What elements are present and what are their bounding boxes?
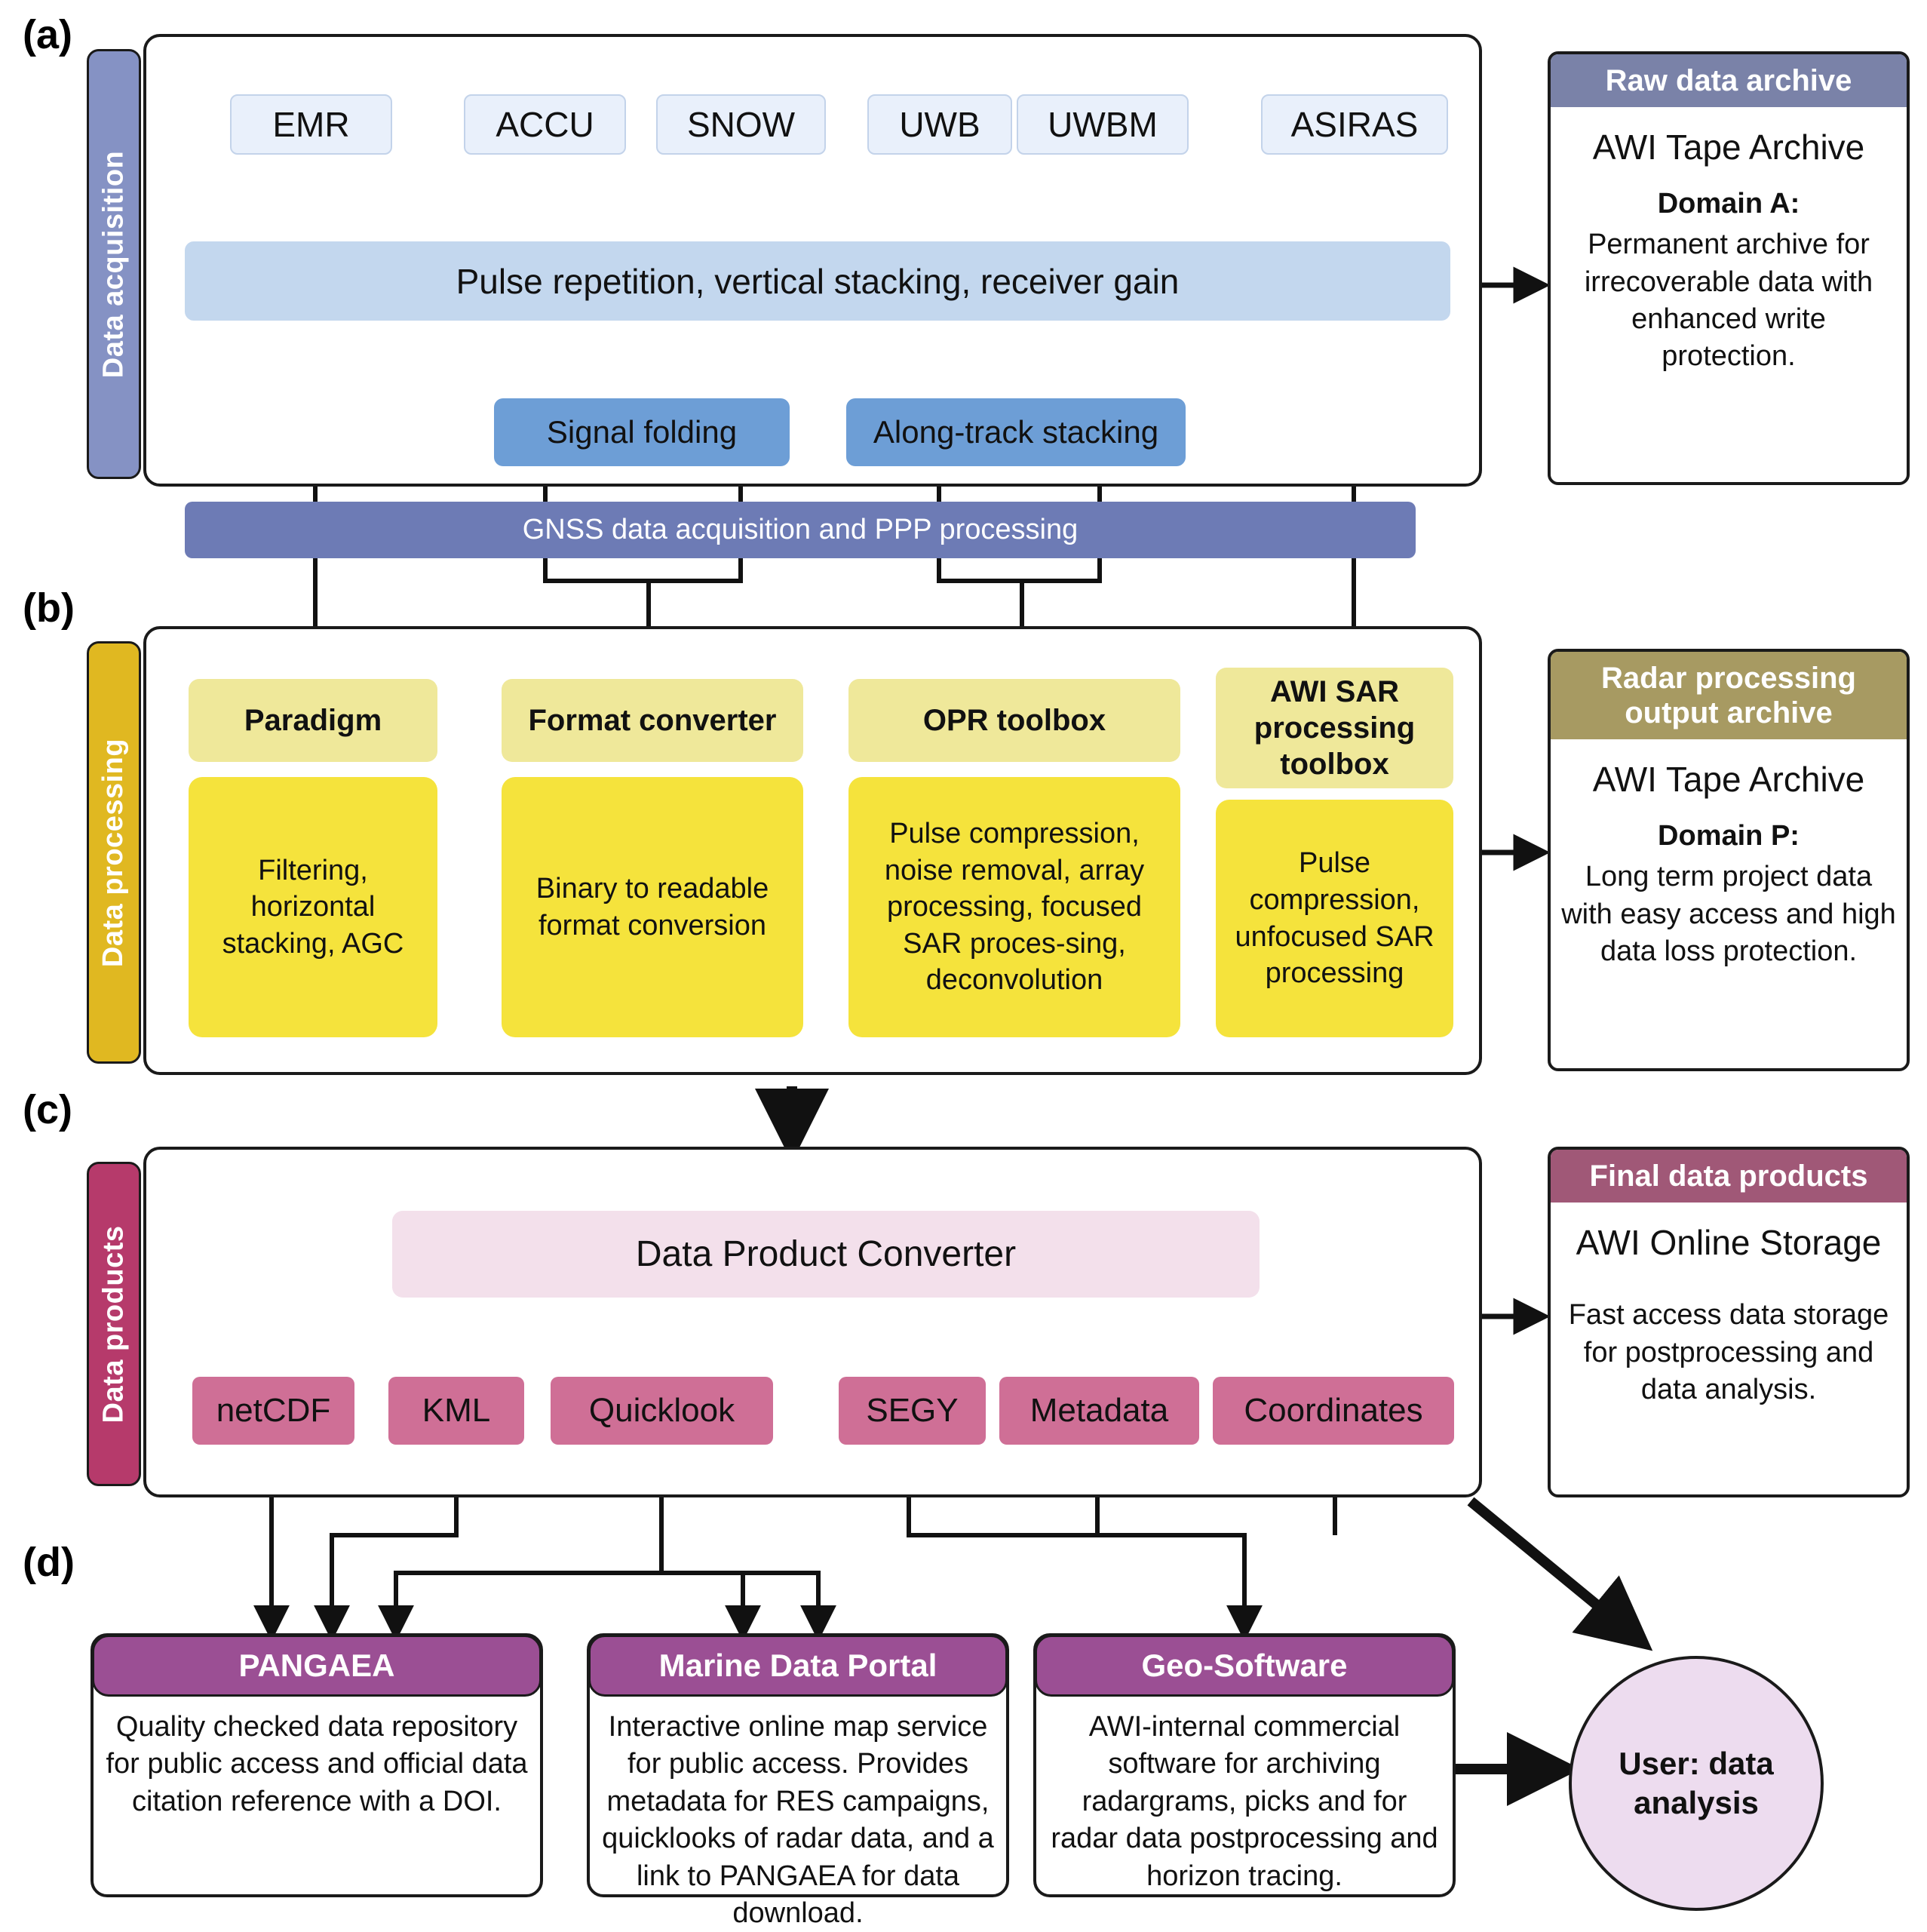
products-panel (143, 1147, 1482, 1497)
tool-body-paradigm: Filtering, horizontal stacking, AGC (189, 777, 437, 1037)
archive-header-final: Final data products (1551, 1150, 1907, 1203)
sensor-chip-accu[interactable]: ACCU (464, 94, 626, 155)
archive-text-processing: Long term project data with easy access and high data loss protection. (1561, 861, 1896, 967)
sidebar-item-label: Data processing (97, 738, 130, 967)
sensor-chip-asiras[interactable]: ASIRAS (1261, 94, 1448, 155)
archive-title-raw: AWI Tape Archive (1592, 127, 1865, 167)
product-chip-coordinates[interactable]: Coordinates (1213, 1377, 1454, 1445)
tool-body-format-converter: Binary to readable format conversion (502, 777, 803, 1037)
archive-subtitle-raw: Domain A: (1657, 188, 1800, 220)
archive-text-final: Fast access data storage for postprocessing and data analysis. (1568, 1299, 1889, 1405)
archive-header-processing: Radar processing output archive (1551, 652, 1907, 739)
step-signal-folding[interactable]: Signal folding (494, 398, 790, 466)
sidebar-item-data-processing[interactable] (87, 641, 141, 1064)
panel-label-c: (c) (23, 1087, 72, 1132)
gnss-bar: GNSS data acquisition and PPP processing (185, 502, 1416, 558)
tool-head-opr-toolbox[interactable]: OPR toolbox (848, 679, 1180, 762)
destination-header-pangaea[interactable]: PANGAEA (92, 1635, 542, 1697)
acquisition-band: Pulse repetition, vertical stacking, receiver gain (185, 241, 1450, 321)
tool-body-opr-toolbox: Pulse compression, noise removal, array processing, focused SAR proces-sing, deconvolution (848, 777, 1180, 1037)
sensor-chip-emr[interactable]: EMR (230, 94, 392, 155)
destination-card-marine-data-portal (587, 1633, 1009, 1929)
sensor-chip-uwbm[interactable]: UWBM (1017, 94, 1189, 155)
tool-head-paradigm[interactable]: Paradigm (189, 679, 437, 762)
archive-subtitle-processing: Domain P: (1658, 820, 1800, 852)
destination-text-marine-data-portal: Interactive online map service for public access. Provides metadata for RES campaigns, quicklooks of radar data, and a link to PANGAEA for data download. (602, 1711, 994, 1929)
archive-card-raw (1548, 51, 1910, 485)
user-node (1569, 1656, 1824, 1911)
product-chip-quicklook[interactable]: Quicklook (551, 1377, 773, 1445)
user-label: User: data analysis (1619, 1745, 1774, 1820)
sensor-chip-uwb[interactable]: UWB (867, 94, 1012, 155)
destination-header-marine-data-portal[interactable]: Marine Data Portal (588, 1635, 1008, 1697)
destination-text-geo-software: AWI-internal commercial software for archiving radargrams, picks and for radar data postprocessing and horizon tracing. (1051, 1711, 1438, 1892)
destination-card-pangaea (91, 1633, 543, 1897)
archive-title-final: AWI Online Storage (1576, 1223, 1882, 1262)
data-product-converter[interactable]: Data Product Converter (392, 1211, 1260, 1298)
product-chip-segy[interactable]: SEGY (839, 1377, 986, 1445)
tool-body-awi-sar-toolbox: Pulse compression, unfocused SAR processing (1216, 800, 1453, 1037)
sidebar-item-label: Data products (97, 1225, 130, 1423)
tool-head-format-converter[interactable]: Format converter (502, 679, 803, 762)
panel-label-d: (d) (23, 1540, 75, 1585)
sensor-chip-snow[interactable]: SNOW (656, 94, 826, 155)
destination-card-geo-software (1033, 1633, 1456, 1897)
panel-label-a: (a) (23, 12, 72, 57)
panel-label-b: (b) (23, 585, 75, 631)
step-along-track-stacking[interactable]: Along-track stacking (846, 398, 1186, 466)
archive-card-final (1548, 1147, 1910, 1497)
sidebar-item-data-products[interactable] (87, 1162, 141, 1486)
archive-card-processing (1548, 649, 1910, 1071)
product-chip-netcdf[interactable]: netCDF (192, 1377, 354, 1445)
destination-text-pangaea: Quality checked data repository for public access and official data citation reference with a DOI. (106, 1711, 528, 1817)
tool-head-awi-sar-toolbox[interactable]: AWI SAR processing toolbox (1216, 668, 1453, 788)
product-chip-kml[interactable]: KML (388, 1377, 524, 1445)
sidebar-item-data-acquisition[interactable] (87, 49, 141, 479)
archive-header-raw: Raw data archive (1551, 54, 1907, 107)
archive-title-processing: AWI Tape Archive (1592, 760, 1865, 799)
archive-text-raw: Permanent archive for irrecoverable data with enhanced write protection. (1584, 229, 1873, 373)
sidebar-item-label: Data acquisition (97, 150, 130, 378)
product-chip-metadata[interactable]: Metadata (999, 1377, 1199, 1445)
destination-header-geo-software[interactable]: Geo-Software (1035, 1635, 1454, 1697)
